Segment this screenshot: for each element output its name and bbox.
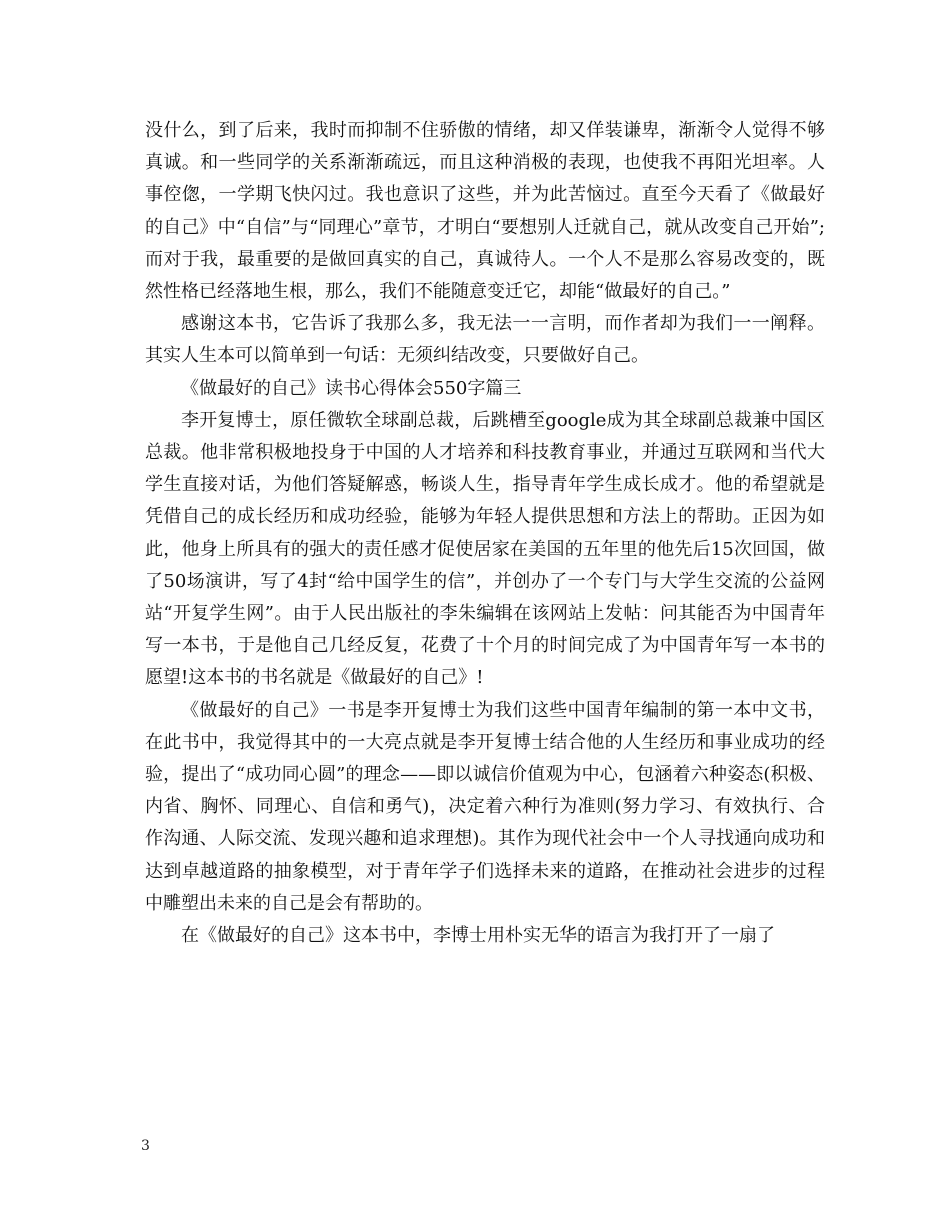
paragraph: 没什么，到了后来，我时而抑制不住骄傲的情绪，却又佯装谦卑，渐渐令人觉得不够真诚。和一些同学的关系渐渐疏远，而且这种消极的表现，也使我不再阳光坦率。人事倥偬，一学期飞快闪过。我也意识了这些，并为此苦恼过。直至今天看了《做最好的自己》中“自信”与“同理心”章节，才明白“要想别人迁就自己，就从改变自己开始”;而对于我，最重要的是做回真实的自己，真诚待人。一个人不是那么容易改变的，既然性格已经落地生根，那么，我们不能随意变迁它，却能“做最好的自己。”: [145, 120, 825, 303]
paragraph: 在《做最好的自己》这本书中，李博士用朴实无华的语言为我打开了一扇了: [181, 925, 775, 947]
page-number: 3: [141, 1138, 150, 1154]
paragraph: 《做最好的自己》一书是李开复博士为我们这些中国青年编制的第一本中文书，在此书中，我觉得其中的一大亮点就是李开复博士结合他的人生经历和事业成功的经验，提出了“成功同心圆”的理念——即以诚信价值观为中心，包涵着六种姿态(积极、内省、胸怀、同理心、自信和勇气)，决定着六种行为准则(努力学习、有效执行、合作沟通、人际交流、发现兴趣和追求理想)。其作为现代社会中一个人寻找通向成功和达到卓越道路的抽象模型，对于青年学子们选择未来的道路，在推动社会进步的过程中雕塑出未来的自己是会有帮助的。: [145, 699, 825, 914]
document-body: [145, 115, 825, 952]
paragraph: 感谢这本书，它告诉了我那么多，我无法一一言明，而作者却为我们一一阐释。其实人生本可以简单到一句话：无须纠结改变，只要做好自己。: [145, 313, 825, 367]
paragraph: 李开复博士，原任微软全球副总裁，后跳槽至google成为其全球副总裁兼中国区总裁。他非常积极地投身于中国的人才培养和科技教育事业，并通过互联网和当代大学生直接对话，为他们答疑解惑，畅谈人生，指导青年学生成长成才。他的希望就是凭借自己的成长经历和成功经验，能够为年轻人提供思想和方法上的帮助。正因为如此，他身上所具有的强大的责任感才促使居家在美国的五年里的他先后15次回国，做了50场演讲，写了4封“给中国学生的信”，并创办了一个专门与大学生交流的公益网站“开复学生网”。由于人民出版社的李朱编辑在该网站上发帖：问其能否为中国青年写一本书，于是他自己几经反复，花费了十个月的时间完成了为中国青年写一本书的愿望!这本书的书名就是《做最好的自己》!: [145, 409, 825, 689]
section-heading: 《做最好的自己》读书心得体会550字篇三: [181, 377, 522, 399]
